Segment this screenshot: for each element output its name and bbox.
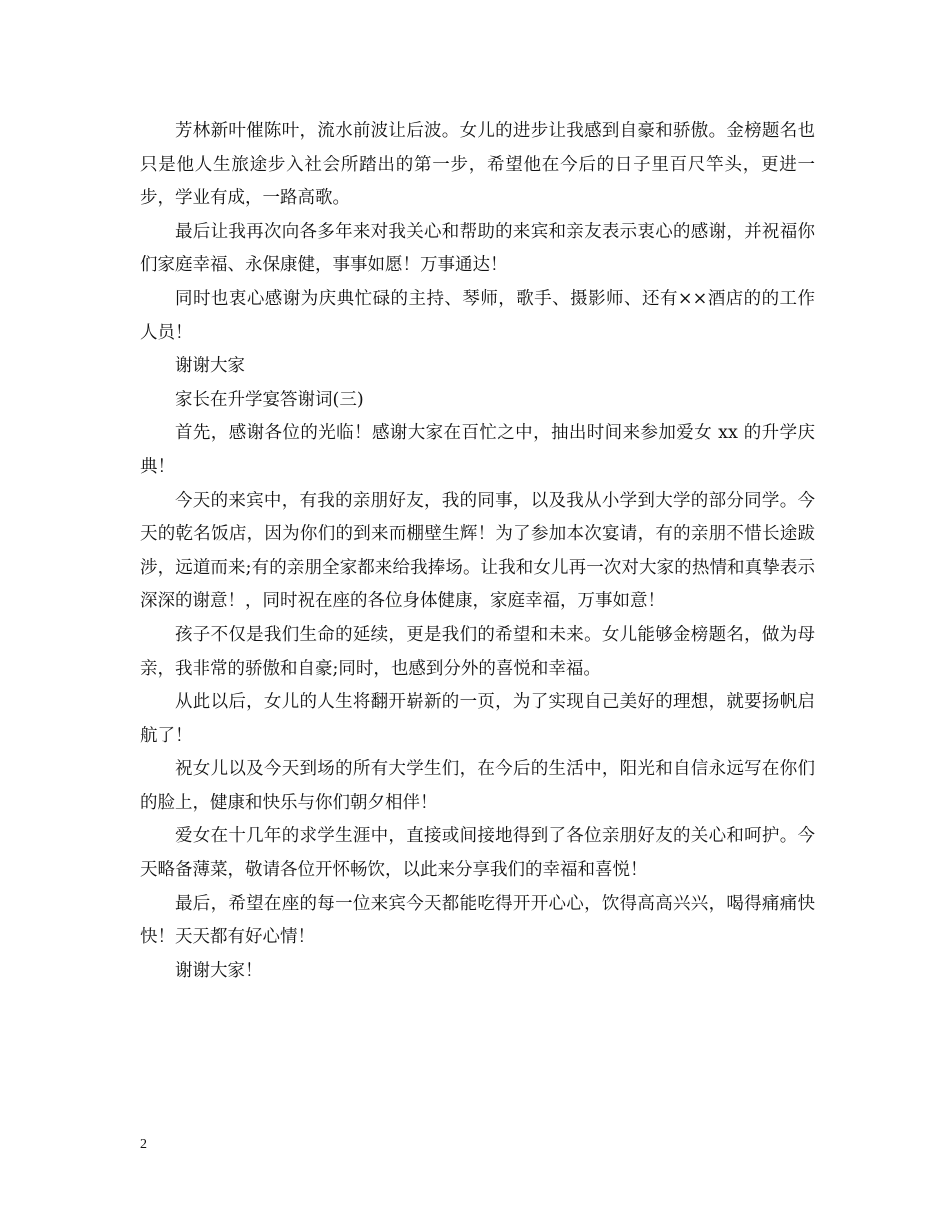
paragraph: 首先，感谢各位的光临！感谢大家在百忙之中，抽出时间来参加爱女 xx 的升学庆典！ bbox=[140, 423, 815, 477]
closing-line: 谢谢大家！ bbox=[175, 960, 263, 981]
closing-line: 谢谢大家 bbox=[175, 356, 245, 377]
paragraph: 最后，希望在座的每一位来宾今天都能吃得开开心心，饮得高高兴兴，喝得痛痛快快！天天都有好心情！ bbox=[140, 893, 815, 948]
paragraph: 最后让我再次向各多年来对我关心和帮助的来宾和亲友表示衷心的感谢，并祝福你们家庭幸福、永保康健，事事如愿！万事通达！ bbox=[140, 221, 815, 276]
paragraph: 今天的来宾中，有我的亲朋好友，我的同事，以及我从小学到大学的部分同学。今天的乾名饭店，因为你们的到来而棚壁生辉！为了参加本次宴请，有的亲朋不惜长途跋涉，远道而来;有的亲朋全家都来给我捧场。让我和女儿再一次对大家的热情和真挚表示深深的谢意！，同时祝在座的各位身体健康，家庭幸福，万事如意！ bbox=[140, 490, 815, 612]
paragraph: 芳林新叶催陈叶，流水前波让后波。女儿的进步让我感到自豪和骄傲。金榜题名也只是他人生旅途步入社会所踏出的第一步，希望他在今后的日子里百尺竿头，更进一步，学业有成，一路高歌。 bbox=[140, 121, 815, 209]
page-number: 2 bbox=[140, 1137, 147, 1152]
document-body bbox=[140, 115, 815, 988]
paragraph: 孩子不仅是我们生命的延续，更是我们的希望和未来。女儿能够金榜题名，做为母亲，我非常的骄傲和自豪;同时，也感到分外的喜悦和幸福。 bbox=[140, 624, 815, 679]
section-title: 家长在升学宴答谢词(三) bbox=[175, 389, 364, 410]
paragraph: 从此以后，女儿的人生将翻开崭新的一页，为了实现自己美好的理想，就要扬帆启航了！ bbox=[140, 692, 815, 746]
paragraph: 同时也衷心感谢为庆典忙碌的主持、琴师，歌手、摄影师、还有××酒店的的工作人员！ bbox=[140, 288, 815, 343]
paragraph: 爱女在十几年的求学生涯中，直接或间接地得到了各位亲朋好友的关心和呵护。今天略备薄菜，敬请各位开怀畅饮，以此来分享我们的幸福和喜悦！ bbox=[140, 826, 815, 881]
paragraph: 祝女儿以及今天到场的所有大学生们，在今后的生活中，阳光和自信永远写在你们的脸上，健康和快乐与你们朝夕相伴！ bbox=[140, 759, 815, 813]
